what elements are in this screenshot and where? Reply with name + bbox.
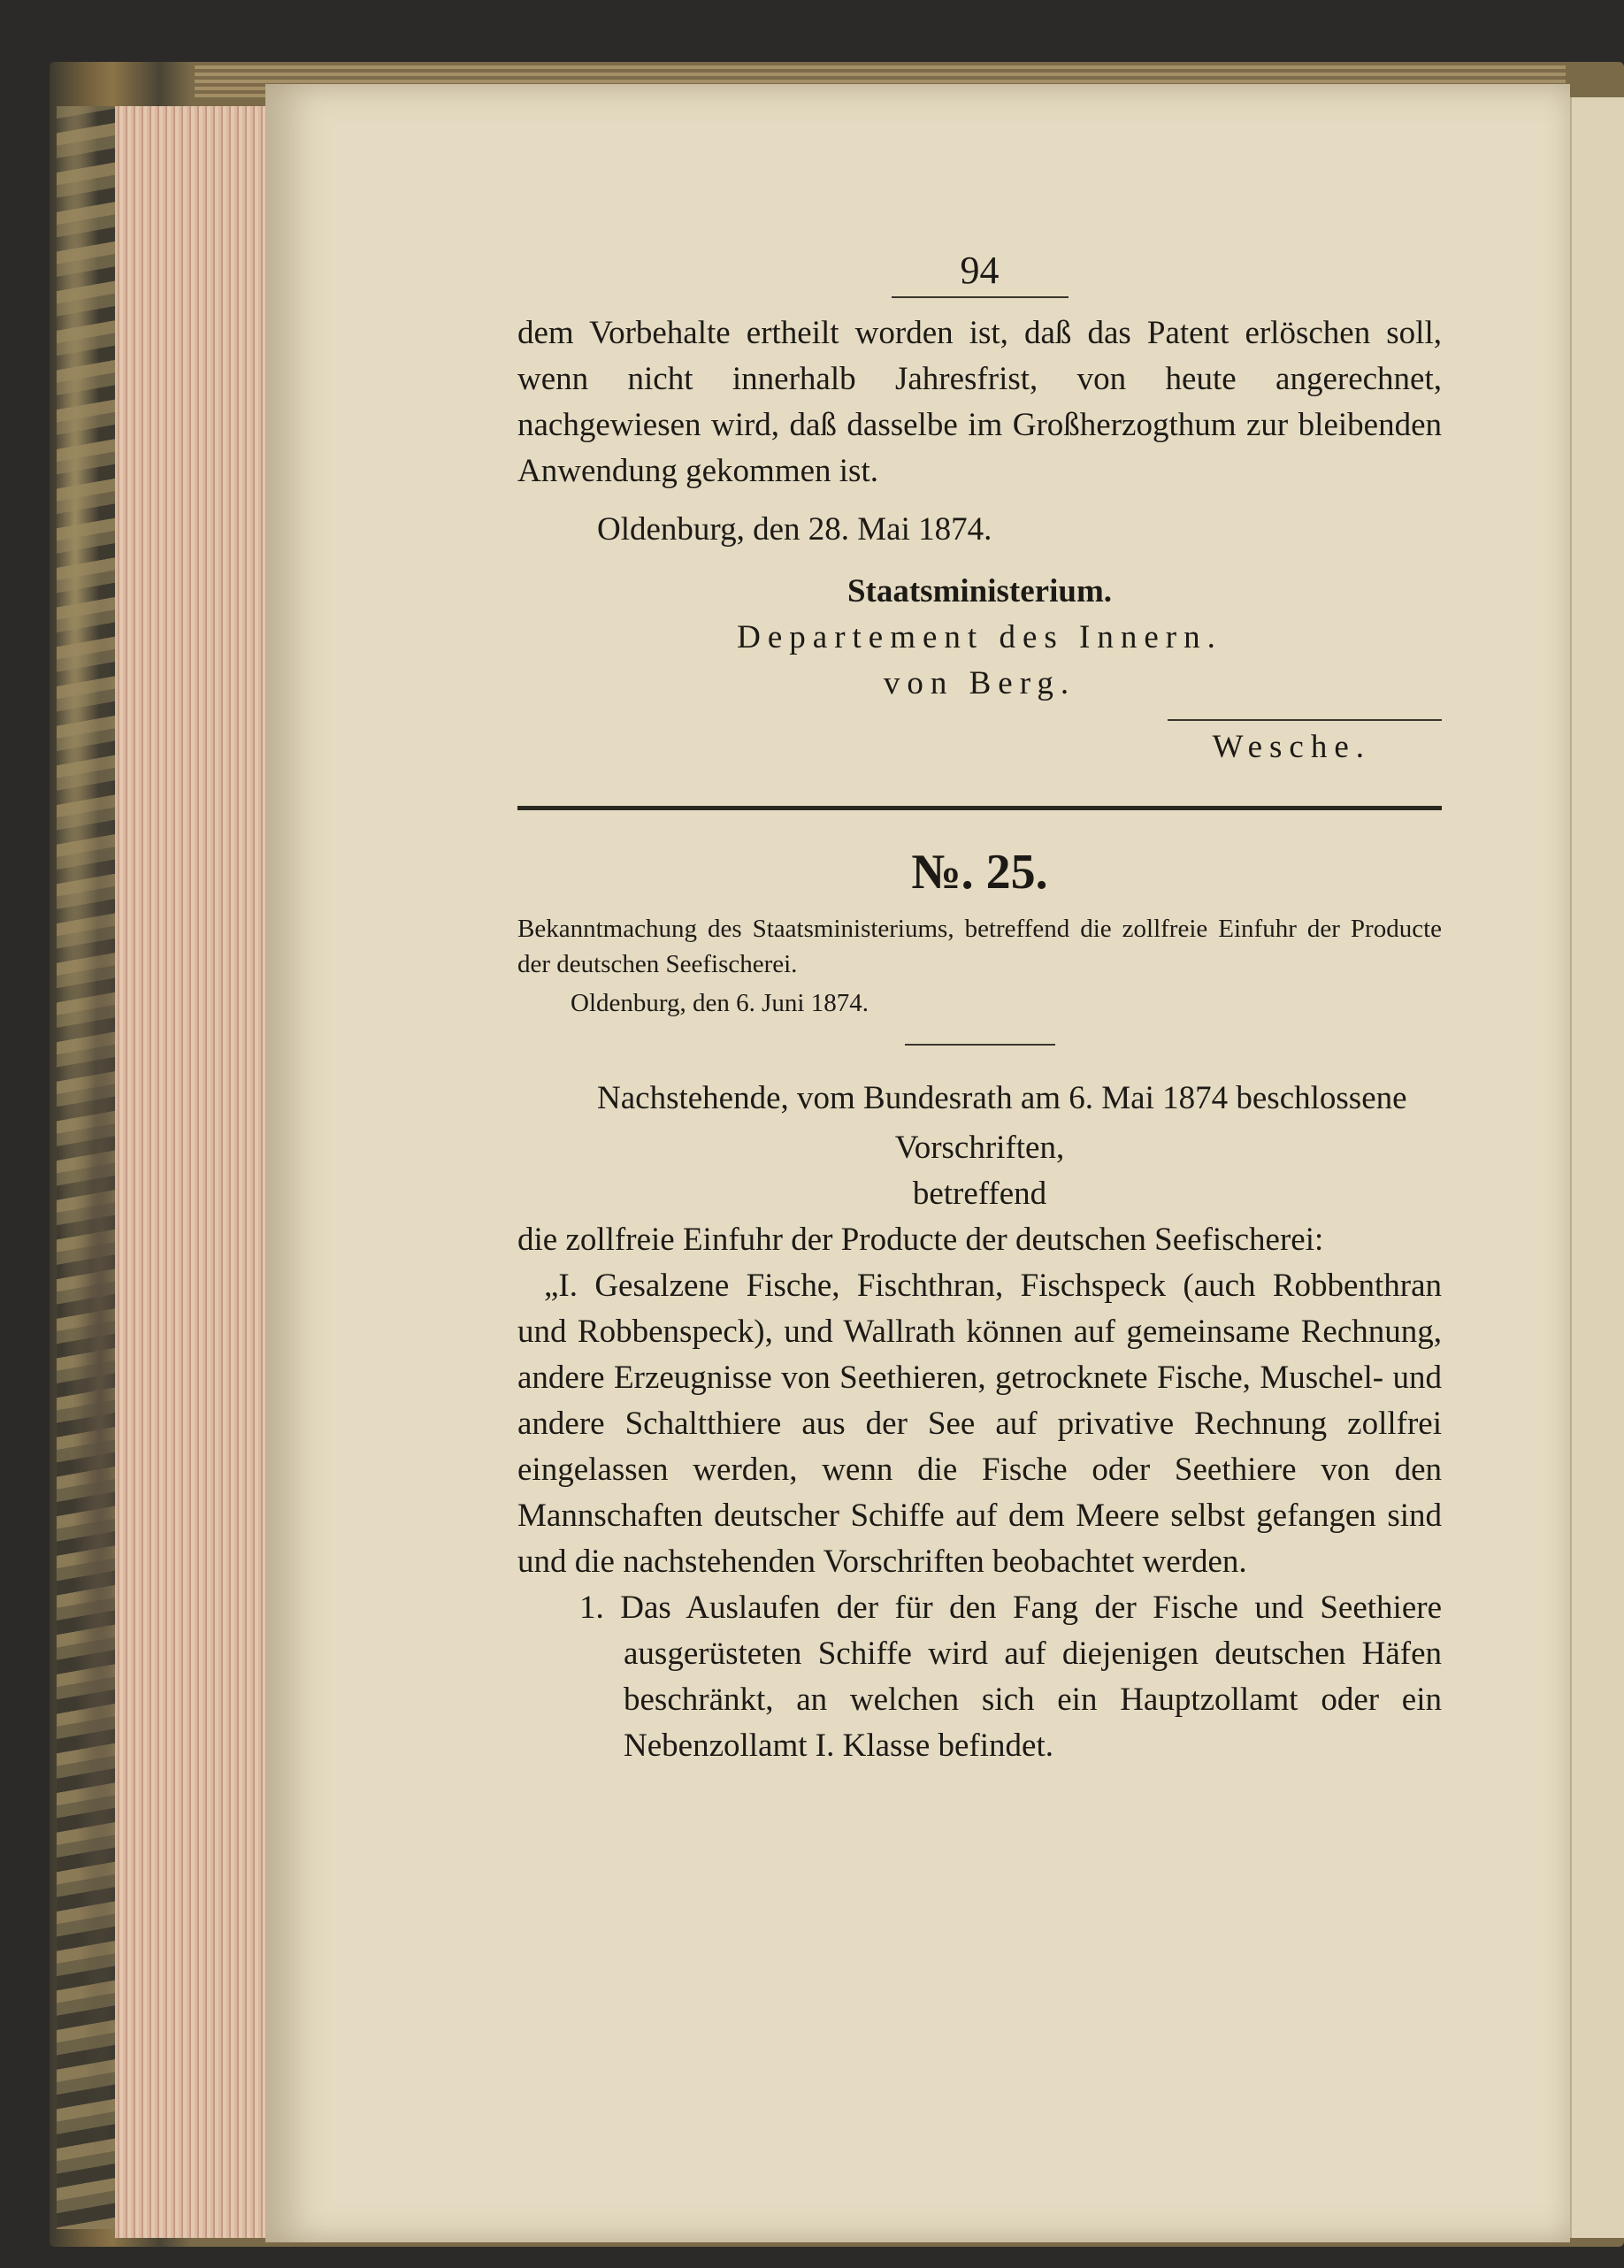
signer-name: von Berg. bbox=[883, 665, 1076, 701]
section-one: „I. Gesalzene Fische, Fischthran, Fischspeck (auch Robbenthran und Robbenspeck), und Wallrath können auf gemeinsame Rechnung, andere Erzeugnisse von Seethieren, getrocknete Fische, Muschel- und andere Schaltthiere aus der See auf privative Rechnung zollfrei eingelassen werden, wenn die Fische oder Seethiere von den Mannschaften deutscher Schiffe auf dem Meere selbst gefangen sind und die nachstehenden Vorschriften beobachtet werden. bbox=[517, 1268, 1442, 1580]
notice-number: №. 25. bbox=[911, 845, 1048, 900]
heading-betreffend: betreffend bbox=[912, 1176, 1047, 1212]
countersign-name: Wesche. bbox=[1212, 729, 1371, 765]
list-item-1: 1. Das Auslaufen der für den Fang der Fische und Seethiere ausgerüsteten Schiffe wird auf diejenigen deutschen Häfen beschränkt, an welchen sich ein Hauptzollamt oder ein Nebenzollamt I. Klasse befindet. bbox=[579, 1590, 1442, 1764]
body-opening: Nachstehende, vom Bundesrath am 6. Mai 1874 beschlossene bbox=[597, 1080, 1407, 1116]
department-name: Departement des Innern. bbox=[737, 619, 1222, 655]
page-stack-edges bbox=[115, 106, 265, 2238]
section-divider bbox=[517, 806, 1442, 810]
marbled-edge bbox=[57, 106, 119, 2229]
intro-paragraph: dem Vorbehalte ertheilt worden ist, daß das Patent erlöschen soll, wenn nicht innerhalb Jahresfrist, von heute angerechnet, nachgewiesen wird, daß dasselbe im Großherzogthum zur bleibenden Anwendung gekommen ist. bbox=[517, 315, 1442, 489]
heading-subject: die zollfreie Einfuhr der Producte der deutschen Seefischerei: bbox=[517, 1222, 1324, 1258]
page-number: 94 bbox=[960, 249, 1000, 292]
page-number-rule bbox=[892, 296, 1069, 298]
facing-page-edge bbox=[1570, 97, 1624, 2238]
heading-vorschriften: Vorschriften, bbox=[894, 1130, 1065, 1166]
signature-rule bbox=[1168, 719, 1442, 721]
page-content bbox=[517, 248, 1442, 1769]
notice-date: Oldenburg, den 6. Juni 1874. bbox=[571, 989, 869, 1017]
date-line: Oldenburg, den 28. Mai 1874. bbox=[597, 511, 992, 548]
ministry-name: Staatsministerium. bbox=[846, 573, 1113, 609]
notice-title: Bekanntmachung des Staatsministeriums, betreffend die zollfreie Einfuhr der Producte der deutschen Seefischerei. bbox=[517, 915, 1442, 978]
notice-rule bbox=[905, 1044, 1055, 1046]
